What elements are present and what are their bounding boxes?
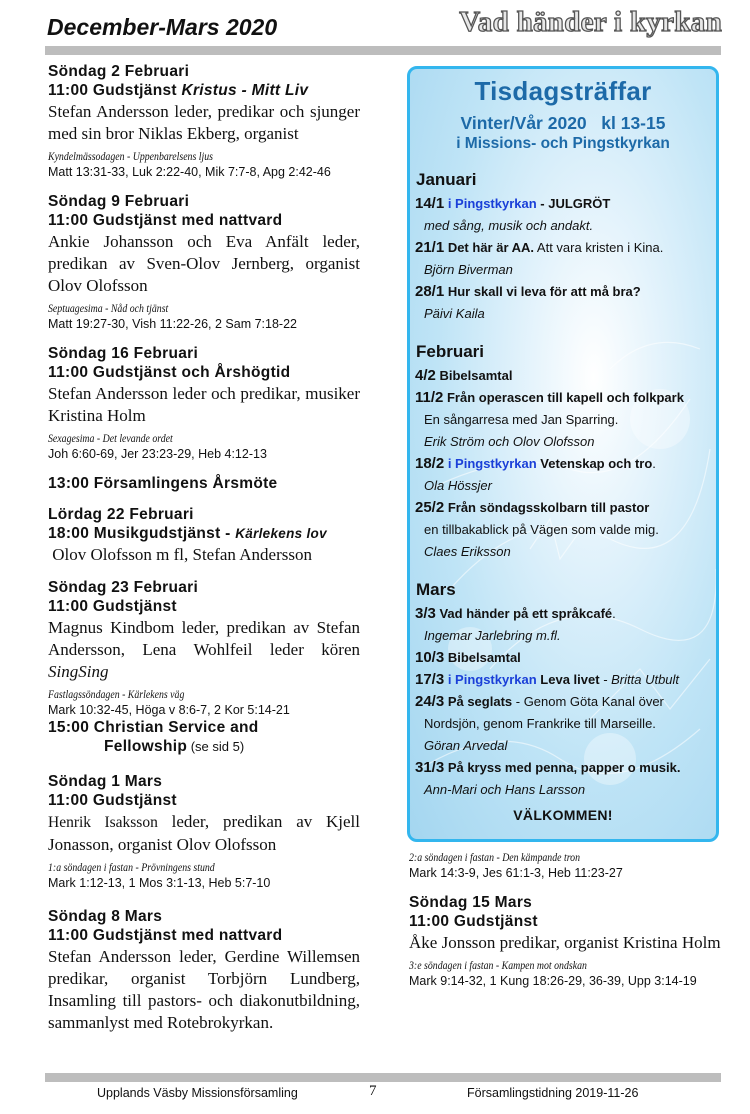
box-subtitle-season: Vinter/Vår 2020 kl 13-15	[460, 113, 666, 133]
event-description	[48, 811, 360, 856]
meeting-date: 28/1	[415, 283, 445, 300]
event-day: Söndag 8 Mars	[48, 908, 163, 925]
month-heading: Februari	[416, 342, 485, 361]
meeting-line	[415, 647, 716, 669]
event-mar-1	[48, 772, 360, 891]
meeting-line	[415, 387, 716, 409]
month-heading: Mars	[416, 580, 456, 599]
meeting-date: 11/2	[415, 389, 444, 406]
event-description	[48, 617, 360, 683]
event-feb-22	[48, 505, 360, 566]
meeting-line	[415, 281, 716, 303]
event-mar-8	[48, 907, 360, 1034]
meeting-topic: På seglats	[444, 694, 513, 709]
header-date-range: December-Mars 2020	[47, 14, 278, 40]
event-service: 11:00 Gudstjänst	[48, 598, 177, 615]
event-extra-service: 15:00 Christian Service and	[48, 719, 259, 736]
meeting-topic: Från operascen till kapell och folkpark	[443, 390, 684, 405]
footer-page-number: 7	[369, 1083, 377, 1099]
event-day: Söndag 9 Februari	[48, 193, 190, 210]
meeting-detail: Att vara kristen i Kina.	[534, 240, 664, 255]
event-service	[48, 81, 360, 100]
meeting-topic: Leva livet	[536, 672, 600, 687]
event-theme: 3:e söndagen i fastan - Kampen mot ondskan	[409, 958, 587, 972]
speaker-name: Göran Arvedal	[424, 738, 508, 753]
bottom-divider	[45, 1073, 721, 1082]
welcome-text: VÄLKOMMEN!	[513, 807, 613, 823]
event-description: Åke Jonsson predikar, organist Kristina Holm	[409, 933, 721, 952]
extra-note: (se sid 5)	[187, 739, 245, 754]
event-day: Söndag 2 Februari	[48, 63, 190, 80]
meeting-date: 4/2	[415, 367, 436, 384]
event-theme: Sexagesima - Det levande ordet	[48, 431, 173, 445]
meeting-subtitle	[415, 215, 716, 237]
service-time: 11:00 Gudstjänst	[48, 82, 182, 99]
meeting-line	[415, 669, 716, 691]
meeting-speaker	[415, 303, 716, 325]
meeting-date: 31/3	[415, 759, 445, 776]
meeting-topic: Bibelsamtal	[435, 368, 513, 383]
meeting-location: i Pingstkyrkan	[444, 672, 537, 687]
description-text: leder, predikan av Kjell Jonasson, organist Olov Olofsson	[48, 812, 361, 854]
speaker-name: Ann-Mari och Hans Larsson	[424, 782, 586, 797]
event-service: 11:00 Gudstjänst	[409, 913, 538, 930]
service-title: Kärlekens lov	[235, 526, 327, 541]
event-extra-service-cont	[48, 737, 360, 756]
event-description: Stefan Andersson leder, Gerdine Willemsen predikar, organist Torbjörn Lundberg, Insamling till pastors- och diakonutbildning, sammanlyst med Rotebrokyrkan.	[48, 947, 360, 1032]
meeting-line	[415, 365, 716, 387]
speaker-name: Claes Eriksson	[424, 544, 511, 559]
meeting-detail: - Genom Göta Kanal över	[512, 694, 664, 709]
tuesday-meetings-box	[407, 66, 719, 842]
meeting-line	[415, 237, 716, 259]
event-readings: Joh 6:60-69, Jer 23:23-29, Heb 4:12-13	[48, 447, 267, 461]
meeting-location: i Pingstkyrkan	[444, 456, 537, 471]
service-title: Kristus - Mitt Liv	[181, 82, 309, 99]
event-feb-9	[48, 192, 360, 332]
event-mar-15	[409, 893, 725, 989]
meeting-line	[415, 757, 716, 779]
event-service: 11:00 Gudstjänst	[48, 792, 177, 809]
event-theme: Fastlagssöndagen - Kärlekens väg	[48, 687, 185, 701]
event-readings: Matt 13:31-33, Luk 2:22-40, Mik 7:7-8, Apg 2:42-46	[48, 165, 331, 179]
meeting-topic: - JULGRÖT	[536, 196, 611, 211]
meeting-date: 14/1	[415, 195, 445, 212]
choir-name: SingSing	[48, 662, 109, 681]
meeting-date: 18/2	[415, 455, 445, 472]
subtitle-text: med sång, musik och andakt.	[424, 218, 594, 233]
meeting-detail: .	[612, 606, 616, 621]
meeting-line	[415, 453, 716, 475]
speaker-name: Ola Hössjer	[424, 478, 492, 493]
meeting-subtitle	[415, 713, 716, 735]
event-description: Stefan Andersson leder och predikar, musiker Kristina Holm	[48, 384, 360, 425]
box-content	[410, 69, 716, 823]
event-service: 11:00 Gudstjänst med nattvard	[48, 927, 283, 944]
event-day: Söndag 1 Mars	[48, 773, 163, 790]
event-mar-8-readings	[409, 849, 725, 881]
meeting-line	[415, 603, 716, 625]
meeting-speaker	[415, 259, 716, 281]
leader-name: Henrik Isaksson	[48, 814, 158, 831]
event-feb-16	[48, 344, 360, 462]
meeting-subtitle	[415, 409, 716, 431]
extra-title: Fellowship	[104, 738, 188, 755]
event-readings: Matt 19:27-30, Vish 11:22-26, 2 Sam 7:18-22	[48, 317, 297, 331]
meeting-topic: Det här är AA.	[444, 240, 535, 255]
right-lower-column	[409, 846, 725, 1001]
footer-publication: Församlingstidning 2019-11-26	[467, 1086, 639, 1100]
left-column	[48, 62, 360, 1046]
meeting-date: 25/2	[415, 499, 445, 516]
box-subtitle-location: i Missions- och Pingstkyrkan	[456, 135, 670, 152]
event-readings: Mark 10:32-45, Höga v 8:6-7, 2 Kor 5:14-21	[48, 703, 290, 717]
event-description: Ankie Johansson och Eva Anfält leder, predikan av Sven-Olov Jernberg, organist Olov Olofsson	[48, 232, 360, 295]
box-title: Tisdagsträffar	[474, 76, 652, 106]
meeting-date: 21/1	[415, 239, 445, 256]
speaker-name: Björn Biverman	[424, 262, 513, 277]
meeting-topic: Vad händer på ett språkcafé	[435, 606, 613, 621]
speaker-name: Ingemar Jarlebring m.fl.	[424, 628, 561, 643]
meeting-topic: Bibelsamtal	[444, 650, 521, 665]
subtitle-text: En sångarresa med Jan Sparring.	[424, 412, 619, 427]
meeting-line	[415, 497, 716, 519]
event-description: Olov Olofsson m fl, Stefan Andersson	[48, 545, 312, 564]
meeting-topic: Vetenskap och tro	[536, 456, 653, 471]
event-theme: 2:a söndagen i fastan - Den kämpande tron	[409, 850, 580, 864]
meeting-speaker: - Britta Utbult	[599, 672, 680, 687]
footer-congregation: Upplands Väsby Missionsförsamling	[97, 1086, 298, 1100]
month-heading: Januari	[416, 170, 477, 189]
event-description: Stefan Andersson leder, predikar och sjunger med sin bror Niklas Ekberg, organist	[48, 102, 360, 143]
meeting-topic: Hur skall vi leva för att må bra?	[444, 284, 641, 299]
service-time: 18:00 Musikgudstjänst -	[48, 525, 236, 542]
subtitle-text: en tillbakablick på Vägen som valde mig.	[424, 522, 659, 537]
month-list	[410, 170, 716, 801]
event-theme: Kyndelmässodagen - Uppenbarelsens ljus	[48, 149, 213, 163]
meeting-date: 17/3	[415, 671, 445, 688]
event-readings: Mark 1:12-13, 1 Mos 3:1-13, Heb 5:7-10	[48, 876, 271, 890]
meeting-location: i Pingstkyrkan	[444, 196, 537, 211]
meeting-speaker	[415, 735, 716, 757]
event-service: 11:00 Gudstjänst med nattvard	[48, 212, 283, 229]
meeting-speaker	[415, 779, 716, 801]
meeting-speaker	[415, 475, 716, 497]
meeting-subtitle	[415, 519, 716, 541]
top-divider	[45, 46, 721, 55]
meeting-topic: Från söndagsskolbarn till pastor	[444, 500, 650, 515]
event-readings: Mark 9:14-32, 1 Kung 18:26-29, 36-39, Upp 3:14-19	[409, 974, 697, 988]
meeting-speaker	[415, 541, 716, 563]
meeting-line	[415, 691, 716, 713]
meeting-speaker	[415, 625, 716, 647]
speaker-name: Päivi Kaila	[424, 306, 485, 321]
meeting-line	[415, 193, 716, 215]
event-feb-2	[48, 62, 360, 180]
event-day: Söndag 16 Februari	[48, 345, 199, 362]
speaker-name: Erik Ström och Olov Olofsson	[424, 434, 595, 449]
meeting-speaker	[415, 431, 716, 453]
description-text: Magnus Kindbom leder, predikan av Stefan Andersson, Lena Wohlfeil leder kören	[48, 618, 360, 659]
event-annual-meeting	[48, 474, 360, 493]
meeting-topic: På kryss med penna, papper o musik.	[444, 760, 681, 775]
event-theme: 1:a söndagen i fastan - Prövningens stund	[48, 860, 215, 874]
event-day: Söndag 23 Februari	[48, 579, 199, 596]
meeting-date: 10/3	[415, 649, 445, 666]
event-day: Lördag 22 Februari	[48, 506, 194, 523]
event-service	[48, 524, 360, 543]
meeting-detail: .	[652, 456, 656, 471]
event-day: Söndag 15 Mars	[409, 894, 533, 911]
meeting-date: 24/3	[415, 693, 445, 710]
event-feb-23	[48, 578, 360, 756]
event-theme: Septuagesima - Nåd och tjänst	[48, 301, 169, 315]
meeting-date: 3/3	[415, 605, 436, 622]
header-title: Vad händer i kyrkan	[459, 6, 722, 38]
event-readings: Mark 14:3-9, Jes 61:1-3, Heb 11:23-27	[409, 866, 623, 880]
event-service: 11:00 Gudstjänst och Årshögtid	[48, 364, 291, 381]
subtitle-text: Nordsjön, genom Frankrike till Marseille.	[424, 716, 656, 731]
event-service: 13:00 Församlingens Årsmöte	[48, 475, 278, 492]
